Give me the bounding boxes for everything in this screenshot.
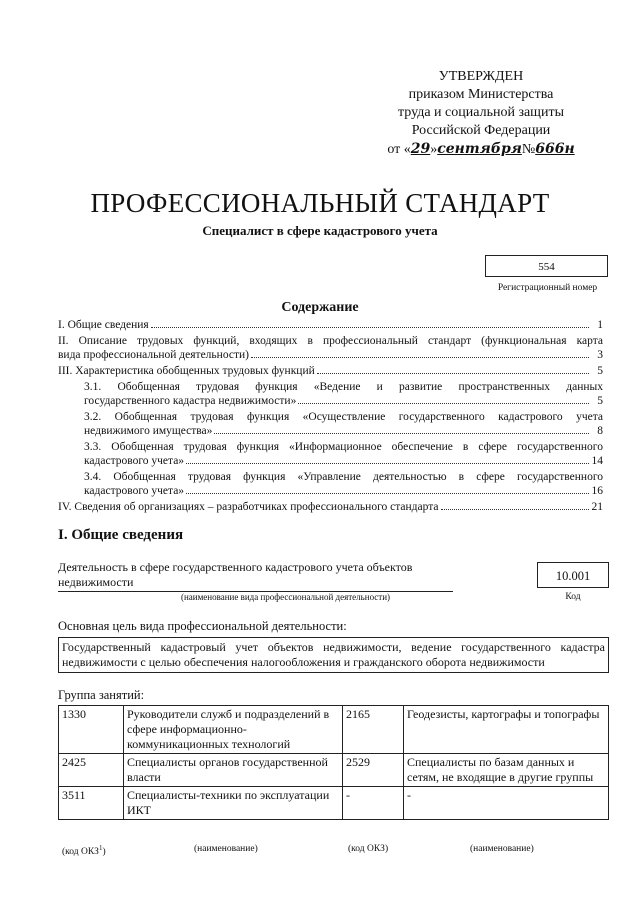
okz-code-cell: 2529 [343,754,404,787]
toc-page: 16 [591,485,603,497]
table-row [59,754,609,787]
footer-okz-caption [62,844,106,857]
toc-heading: Содержание [281,300,359,315]
occupation-group-label: Группа занятий: [58,688,145,702]
toc-entry-text: III. Характеристика обобщенных трудовых функций [58,365,315,377]
document-subtitle: Специалист в сфере кадастрового учета [202,223,438,238]
toc-page: 21 [591,501,603,513]
footer-okz-caption-2: (код ОКЗ) [348,844,389,854]
order-number-sign: № [521,142,536,157]
toc-entry-text: 3.2. Обобщенная трудовая функция «Осуществление государственного кадастрового учета [84,411,603,423]
activity-name-line2: недвижимости [58,575,134,589]
toc-leader [441,509,590,510]
toc-entry-text: 3.1. Обобщенная трудовая функция «Ведение и развитие пространственных данных [84,381,603,393]
toc-entry[interactable] [58,380,603,408]
occupation-name-cell: - [404,787,609,820]
toc-entry[interactable] [58,470,603,498]
toc-entry-text: I. Общие сведения [58,319,149,331]
toc-leader [186,493,589,494]
occupation-name-cell: Специалисты-техники по эксплуатации ИКТ [124,787,343,820]
toc-entry[interactable] [58,500,603,514]
activity-code-box: 10.001 [537,562,609,588]
occupation-name-cell: Специалисты органов государственной власти [124,754,343,787]
okz-code-cell: 2425 [59,754,124,787]
toc-entry-text-cont: вида профессиональной деятельности) [58,349,249,361]
table-row [59,787,609,820]
toc-leader [298,403,589,404]
okz-code-cell: 3511 [59,787,124,820]
activity-code-label: Код [565,592,581,602]
toc-page: 3 [597,349,603,361]
approval-date-line [372,140,590,159]
toc-entry-text: II. Описание трудовых функций, входящих в профессиональный стандарт (функциональная карта [58,335,603,347]
date-day: 29 [410,141,431,157]
toc-entry[interactable] [58,318,603,332]
toc-leader [251,357,589,358]
date-mid: » [430,142,438,157]
goal-label: Основная цель вида профессиональной деятельности: [58,619,347,633]
table-of-contents [58,318,603,516]
toc-entry[interactable] [58,364,603,378]
okz-code-cell: 2165 [343,706,404,754]
activity-name-caption: (наименование вида профессиональной деятельности) [180,592,391,602]
footnote-marker[interactable]: 1 [98,844,103,852]
section-heading: I. Общие сведения [58,527,184,543]
toc-page: 14 [591,455,603,467]
toc-leader [214,433,589,434]
approval-block [372,68,590,159]
approval-order-line: приказом Министерства [408,87,554,102]
toc-entry[interactable] [58,410,603,438]
toc-entry-text-cont: кадастрового учета» [84,485,185,497]
goal-text-box: Государственный кадастровый учет объектов недвижимости, ведение государственного кадастра недвижимости с целью обеспечения налогообложения и гражданского оборота недвижимости [58,637,609,673]
table-row [59,706,609,754]
footer-name-caption: (наименование) [194,844,258,854]
toc-leader [151,327,589,328]
toc-entry-text: 3.3. Обобщенная трудовая функция «Информационное обеспечение в сфере государственного [84,441,603,453]
toc-entry[interactable] [58,334,603,362]
date-prefix: от « [387,142,411,157]
date-month: сентября [437,141,522,157]
okz-code-cell: - [343,787,404,820]
footer-okz-text: (код ОКЗ [62,847,99,858]
toc-entry-text: IV. Сведения об организациях – разработчиках профессионального стандарта [58,501,439,513]
toc-entry-text-cont: недвижимого имущества» [84,425,213,437]
footer-name-caption-2: (наименование) [470,844,534,854]
toc-entry[interactable] [58,440,603,468]
order-number: 666н [535,141,575,157]
registration-number-label: Регистрационный номер [497,283,598,293]
toc-entry-text-cont: кадастрового учета» [84,455,185,467]
activity-name-line1: Деятельность в сфере государственного кадастрового учета объектов [58,560,413,574]
toc-leader [186,463,589,464]
okz-code-cell: 1330 [59,706,124,754]
occupation-name-cell: Руководители служб и подразделений в сфере информационно-коммуникационных технологий [124,706,343,754]
toc-page: 5 [597,395,603,407]
toc-page: 1 [597,319,603,331]
toc-entry-text-cont: государственного кадастра недвижимости» [84,395,297,407]
occupation-name-cell: Специалисты по базам данных и сетям, не входящие в другие группы [404,754,609,787]
approval-status: УТВЕРЖДЕН [438,69,524,84]
registration-number-box: 554 [485,255,608,277]
activity-name [58,560,453,592]
document-title: ПРОФЕССИОНАЛЬНЫЙ СТАНДАРТ [90,188,550,218]
occupation-name-cell: Геодезисты, картографы и топографы [404,706,609,754]
toc-page: 8 [597,425,603,437]
toc-leader [317,373,589,374]
toc-page: 5 [597,365,603,377]
approval-ministry-line: труда и социальной защиты [398,105,564,120]
toc-entry-text: 3.4. Обобщенная трудовая функция «Управление деятельностью в сфере государственного [84,471,603,483]
occupation-table [58,705,609,820]
footer-okz-close: ) [102,847,106,858]
approval-country-line: Российской Федерации [411,123,551,138]
